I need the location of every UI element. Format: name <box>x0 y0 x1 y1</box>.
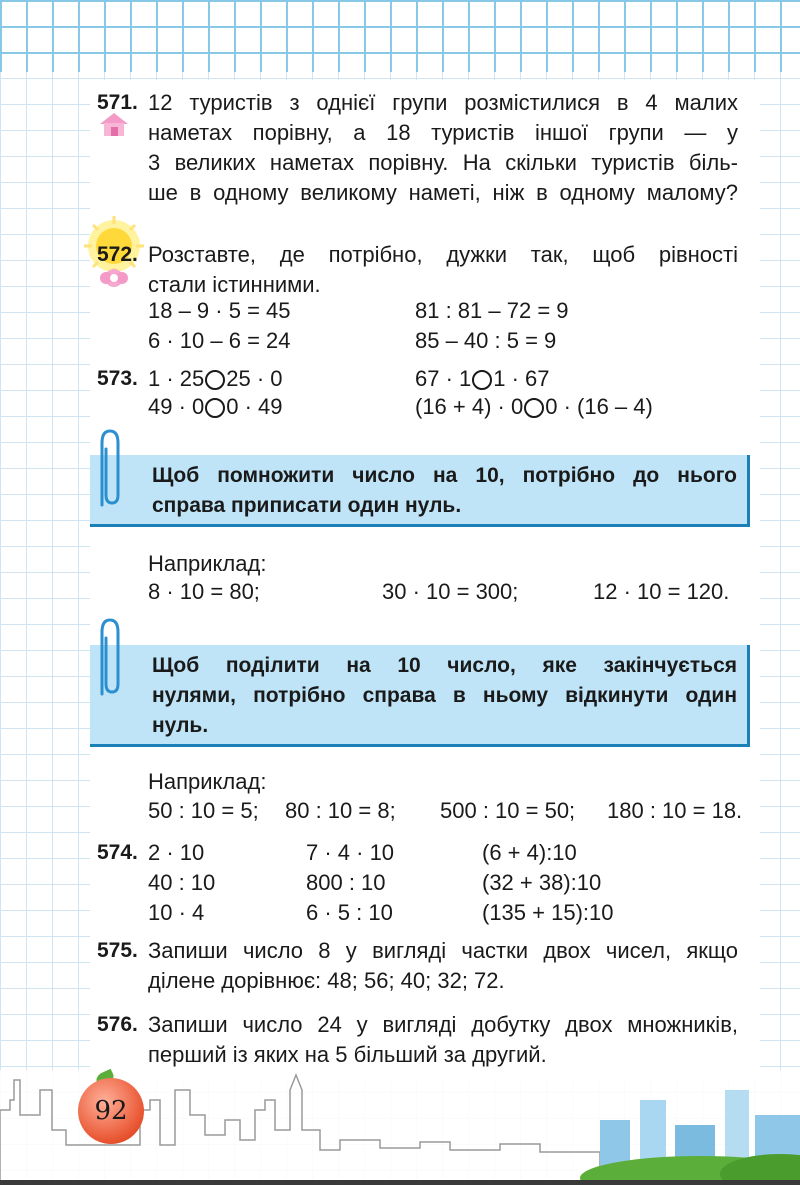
task-576-text <box>148 1010 738 1070</box>
task-571-text <box>148 88 738 208</box>
rule-1-line: Щоб помножити число на 10, потрібно до нього <box>152 464 737 487</box>
task-576-line: перший із яких на 5 більший за другий. <box>148 1042 547 1067</box>
equation: 6 · 10 – 6 = 24 <box>148 328 291 353</box>
example-item: 50 : 10 = 5; <box>148 798 259 823</box>
task-574-column-1 <box>148 838 215 928</box>
task-571-line: ше в одному великому наметі, ніж в одному малому? <box>148 180 738 205</box>
rule-1-text <box>152 461 737 521</box>
example-1-label: Наприклад: <box>148 551 267 576</box>
task-572-number: 572. <box>97 243 138 266</box>
equation: 18 – 9 · 5 = 45 <box>148 298 291 323</box>
task-575-number: 575. <box>97 939 138 962</box>
comparison-left: 49 · 0 <box>148 394 205 419</box>
comparison-circle <box>205 398 225 418</box>
expression: 40 : 10 <box>148 870 216 895</box>
comparison-left: (16 + 4) · 0 <box>415 394 524 419</box>
task-573-number: 573. <box>97 367 138 390</box>
comparison <box>148 392 283 422</box>
task-572-line: Розставте, де потрібно, дужки так, щоб рівності <box>148 242 738 267</box>
grid-header-band <box>0 0 800 72</box>
rule-2-line: нуль. <box>152 714 209 737</box>
task-572-text <box>148 240 738 300</box>
rule-1-line: справа приписати один нуль. <box>152 494 462 517</box>
example-item: 30 · 10 = 300; <box>382 579 519 604</box>
task-575-line: Запиши число 8 у вигляді частки двох чисел, якщо <box>148 938 738 963</box>
task-574-number: 574. <box>97 841 138 864</box>
comparison <box>415 392 653 422</box>
example-item: 500 : 10 = 50; <box>440 798 576 823</box>
expression: 2 · 10 <box>148 840 205 865</box>
rule-2-line: нулями, потрібно справа в ньому відкинути один <box>152 684 737 707</box>
comparison-left: 67 · 1 <box>415 366 472 391</box>
expression: 800 : 10 <box>306 870 386 895</box>
example-item: 80 : 10 = 8; <box>285 798 396 823</box>
comparison-right: 0 · (16 – 4) <box>545 394 653 419</box>
paperclip-icon <box>88 425 128 515</box>
comparison-left: 1 · 25 <box>148 366 205 391</box>
rule-box-2 <box>90 645 750 747</box>
example-item: 12 · 10 = 120. <box>593 579 730 604</box>
comparison <box>148 364 283 394</box>
comparison <box>415 364 550 394</box>
expression: 10 · 4 <box>148 900 205 925</box>
example-item: 8 · 10 = 80; <box>148 579 260 604</box>
expression: (135 + 15):10 <box>482 900 614 925</box>
expression: (6 + 4):10 <box>482 840 577 865</box>
comparison-right: 25 · 0 <box>226 366 283 391</box>
task-572-right-column <box>415 296 569 356</box>
task-574-column-2 <box>306 838 394 928</box>
task-575-text <box>148 936 738 996</box>
task-572-left-column <box>148 296 291 356</box>
task-571-line: 3 великих наметах порівну. На скільки туристів біль- <box>148 150 738 175</box>
task-572-line: стали істинними. <box>148 272 321 297</box>
rule-2-line: Щоб поділити на 10 число, яке закінчується <box>152 654 737 677</box>
task-575-line: ділене дорівнює: 48; 56; 40; 32; 72. <box>148 968 505 993</box>
task-571-number: 571. <box>97 91 138 114</box>
comparison-circle <box>205 370 225 390</box>
task-571-line: 12 туристів з однієї групи розмістилися в 4 малих <box>148 90 738 115</box>
equation: 81 : 81 – 72 = 9 <box>415 298 569 323</box>
comparison-right: 1 · 67 <box>493 366 550 391</box>
task-571-line: наметах порівну, а 18 туристів іншої групи — у <box>148 120 738 145</box>
comparison-circle <box>472 370 492 390</box>
task-576-line: Запиши число 24 у вигляді добутку двох множників, <box>148 1012 738 1037</box>
task-574-column-3 <box>482 838 613 928</box>
equation: 85 – 40 : 5 = 9 <box>415 328 557 353</box>
paperclip-icon <box>88 614 128 704</box>
expression: (32 + 38):10 <box>482 870 602 895</box>
rule-2-text <box>152 651 737 741</box>
task-576-number: 576. <box>97 1013 138 1036</box>
example-2-label: Наприклад: <box>148 769 267 794</box>
rule-box-1 <box>90 455 750 527</box>
example-item: 180 : 10 = 18. <box>607 798 743 823</box>
page-number-badge: 92 <box>78 1078 144 1144</box>
comparison-circle <box>524 398 544 418</box>
comparison-right: 0 · 49 <box>226 394 283 419</box>
expression: 7 · 4 · 10 <box>306 840 395 865</box>
expression: 6 · 5 : 10 <box>306 900 393 925</box>
